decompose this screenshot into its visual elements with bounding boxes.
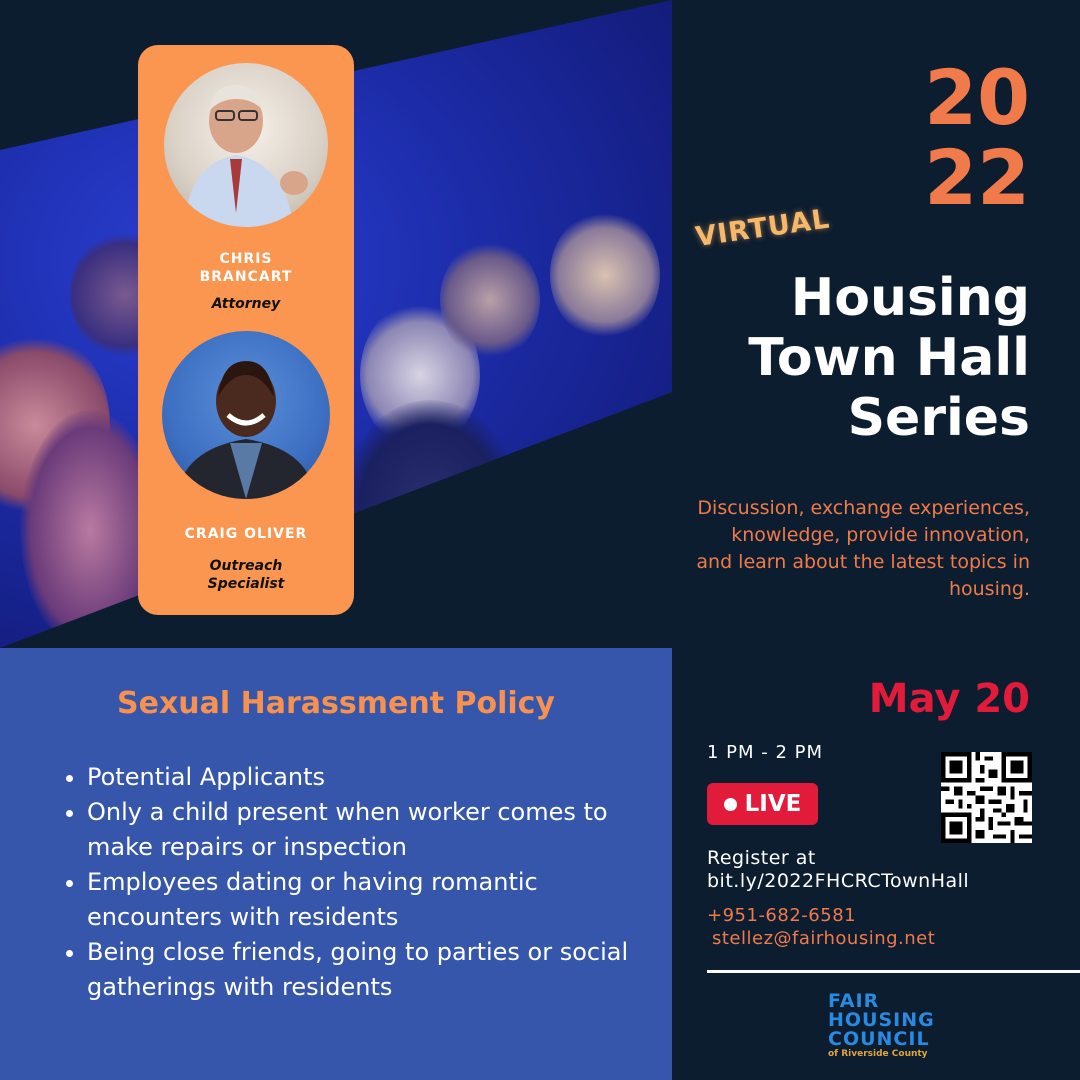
- speaker-last-name: BRANCART: [199, 269, 293, 285]
- year-line-2: 22: [924, 133, 1030, 222]
- topic-bullet-list: [60, 760, 667, 1005]
- speaker-role-line: Specialist: [207, 576, 285, 592]
- year-line-1: 20: [924, 53, 1030, 142]
- logo-line: FAIR: [828, 990, 880, 1012]
- speaker-card: [138, 45, 354, 615]
- title-line: Series: [847, 388, 1030, 448]
- speaker-role-line: Outreach: [209, 558, 283, 574]
- man-in-jacket-icon: [162, 331, 330, 499]
- register-info: [707, 847, 969, 893]
- speaker-role-attorney: Attorney: [211, 296, 281, 312]
- live-label: LIVE: [744, 791, 802, 817]
- speaker-first-name: CHRIS: [219, 251, 273, 267]
- event-date: May 20: [868, 676, 1030, 722]
- topic-panel: [0, 648, 672, 1080]
- event-description: Discussion, exchange experiences, knowledge, provide innovation, and learn about the latest topics in housing.: [696, 497, 1030, 600]
- live-dot-icon: [724, 798, 737, 811]
- fair-housing-council-logo: [828, 992, 940, 1060]
- qr-code-icon[interactable]: [941, 752, 1032, 843]
- virtual-label: VIRTUAL: [693, 203, 832, 253]
- list-item: • Potential Applicants: [87, 760, 667, 795]
- contact-info: [707, 904, 935, 950]
- logo-subtitle: of Riverside County: [828, 1049, 928, 1059]
- event-time: 1 PM - 2 PM: [707, 742, 824, 763]
- list-item: • Being close friends, going to parties or social gatherings with residents: [87, 935, 667, 1005]
- list-item: • Employees dating or having romantic encounters with residents: [87, 865, 667, 935]
- speaker-role-outreach: [138, 557, 354, 593]
- divider: [707, 970, 1080, 973]
- title-line: Town Hall: [748, 328, 1030, 388]
- speaker-name-craig: CRAIG OLIVER: [184, 526, 308, 542]
- logo-line: COUNCIL: [828, 1028, 930, 1050]
- topic-title: Sexual Harassment Policy: [117, 686, 555, 721]
- contact-phone[interactable]: +951-682-6581: [707, 905, 857, 926]
- register-label: Register at: [707, 847, 816, 869]
- man-in-shirt-icon: [164, 63, 328, 227]
- speaker-photo-chris-brancart: [164, 63, 328, 227]
- contact-email[interactable]: stellez@fairhousing.net: [712, 928, 936, 949]
- list-item: • Only a child present when worker comes to make repairs or inspection: [87, 795, 667, 865]
- event-title: [670, 268, 1030, 448]
- register-link[interactable]: bit.ly/2022FHCRCTownHall: [707, 870, 970, 892]
- title-line: Housing: [790, 268, 1030, 328]
- live-badge: [707, 783, 818, 825]
- logo-line: HOUSING: [828, 1009, 935, 1031]
- speaker-name-chris: [138, 250, 354, 286]
- speaker-photo-craig-oliver: [162, 331, 330, 499]
